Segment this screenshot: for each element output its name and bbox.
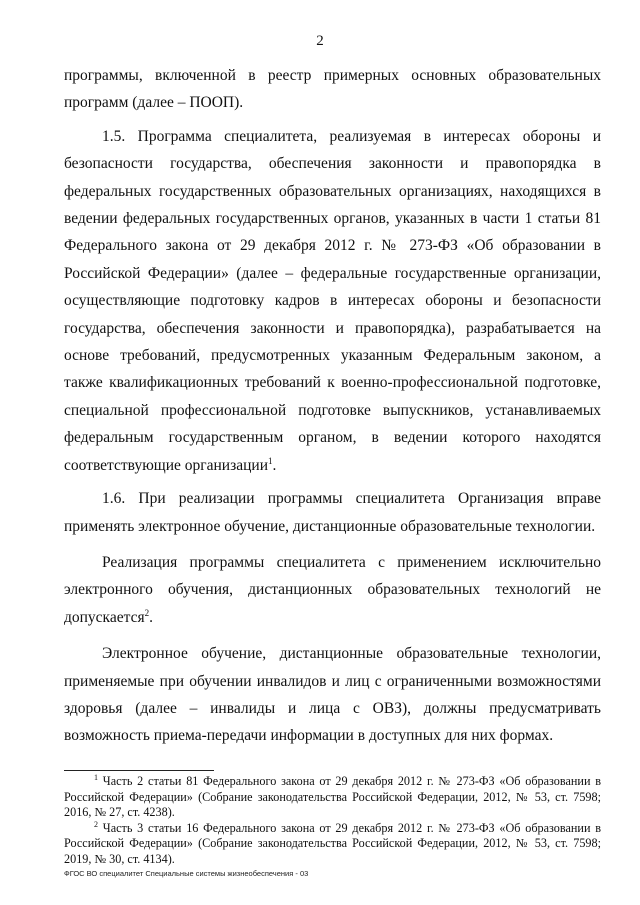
footnote-1 [64,774,601,821]
footnote-2-text: Часть 3 статьи 16 Федерального закона от 29 декабря 2012 г. № 273-ФЗ «Об образовании в Российской Федерации» (Собрание законодательства Российской Федерации, 2012, № 53, ст. 7598; 2019, № 30, ст. 4134). [64,820,601,866]
footnotes [64,774,601,868]
footnote-2 [64,821,601,868]
paragraph-realization-end: . [149,608,153,626]
paragraph-intro: программы, включенной в реестр примерных основных образовательных программ (далее – ПООП). [64,67,601,112]
paragraph-realization [64,549,601,631]
footnote-1-text: Часть 2 статьи 81 Федерального закона от 29 декабря 2012 г. № 273-ФЗ «Об образовании в Российской Федерации» (Собрание законодательства Российской Федерации, 2012, № 53, ст. 7598; 2016, № 27, ст. 4238). [64,774,601,820]
footnote-ref-2[interactable]: 2 [144,607,150,618]
paragraph-realization-text: Реализация программы специалитета с применением исключительно электронного обучения, дистанционных образовательных технологий не допускается [64,553,601,626]
paragraph-1-5 [64,123,601,479]
document-body [64,62,601,750]
footnote-ref-1[interactable]: 1 [268,455,273,466]
document-footer-code: ФГОС ВО специалитет Специальные системы жизнеобеспечения - 03 [64,869,309,878]
footnote-separator [64,770,214,771]
page-number: 2 [316,33,324,49]
paragraph-1-6: 1.6. При реализации программы специалитета Организация вправе применять электронное обучение, дистанционные образовательные технологии. [64,490,601,535]
paragraph-1-5-end: . [272,456,277,474]
footnote-mark-1: 1 [94,772,98,782]
paragraph-electronic-learning: Электронное обучение, дистанционные образовательные технологии, применяемые при обучении инвалидов и лиц с ограниченными возможностями здоровья (далее – инвалиды и лица с ОВЗ), должны предусматривать возможность приема-передачи информации в доступных для них формах. [64,645,601,745]
footnote-mark-2: 2 [94,819,98,829]
paragraph-1-5-text: 1.5. Программа специалитета, реализуемая в интересах обороны и безопасности государства, обеспечения законности и правопорядка в федеральных государственных образовательных организациях, находящихся в ведении федеральных государственных органов, указанных в части 1 статьи 81 Федерального закона от 29 декабря 2012 г. № 273-ФЗ «Об образовании в Российской Федерации» (далее – федеральные государственные организации, осуществляющие подготовку кадров в интересах обороны и безопасности государства, обеспечения законности и правопорядка), разрабатывается на основе требований, предусмотренных указанным Федеральным законом, а также квалификационных требований к военно-профессиональной подготовке, специальной профессиональной подготовке выпускников, устанавливаемых федеральным государственным органом, в ведении которого находятся соответствующие организации [64,127,601,474]
